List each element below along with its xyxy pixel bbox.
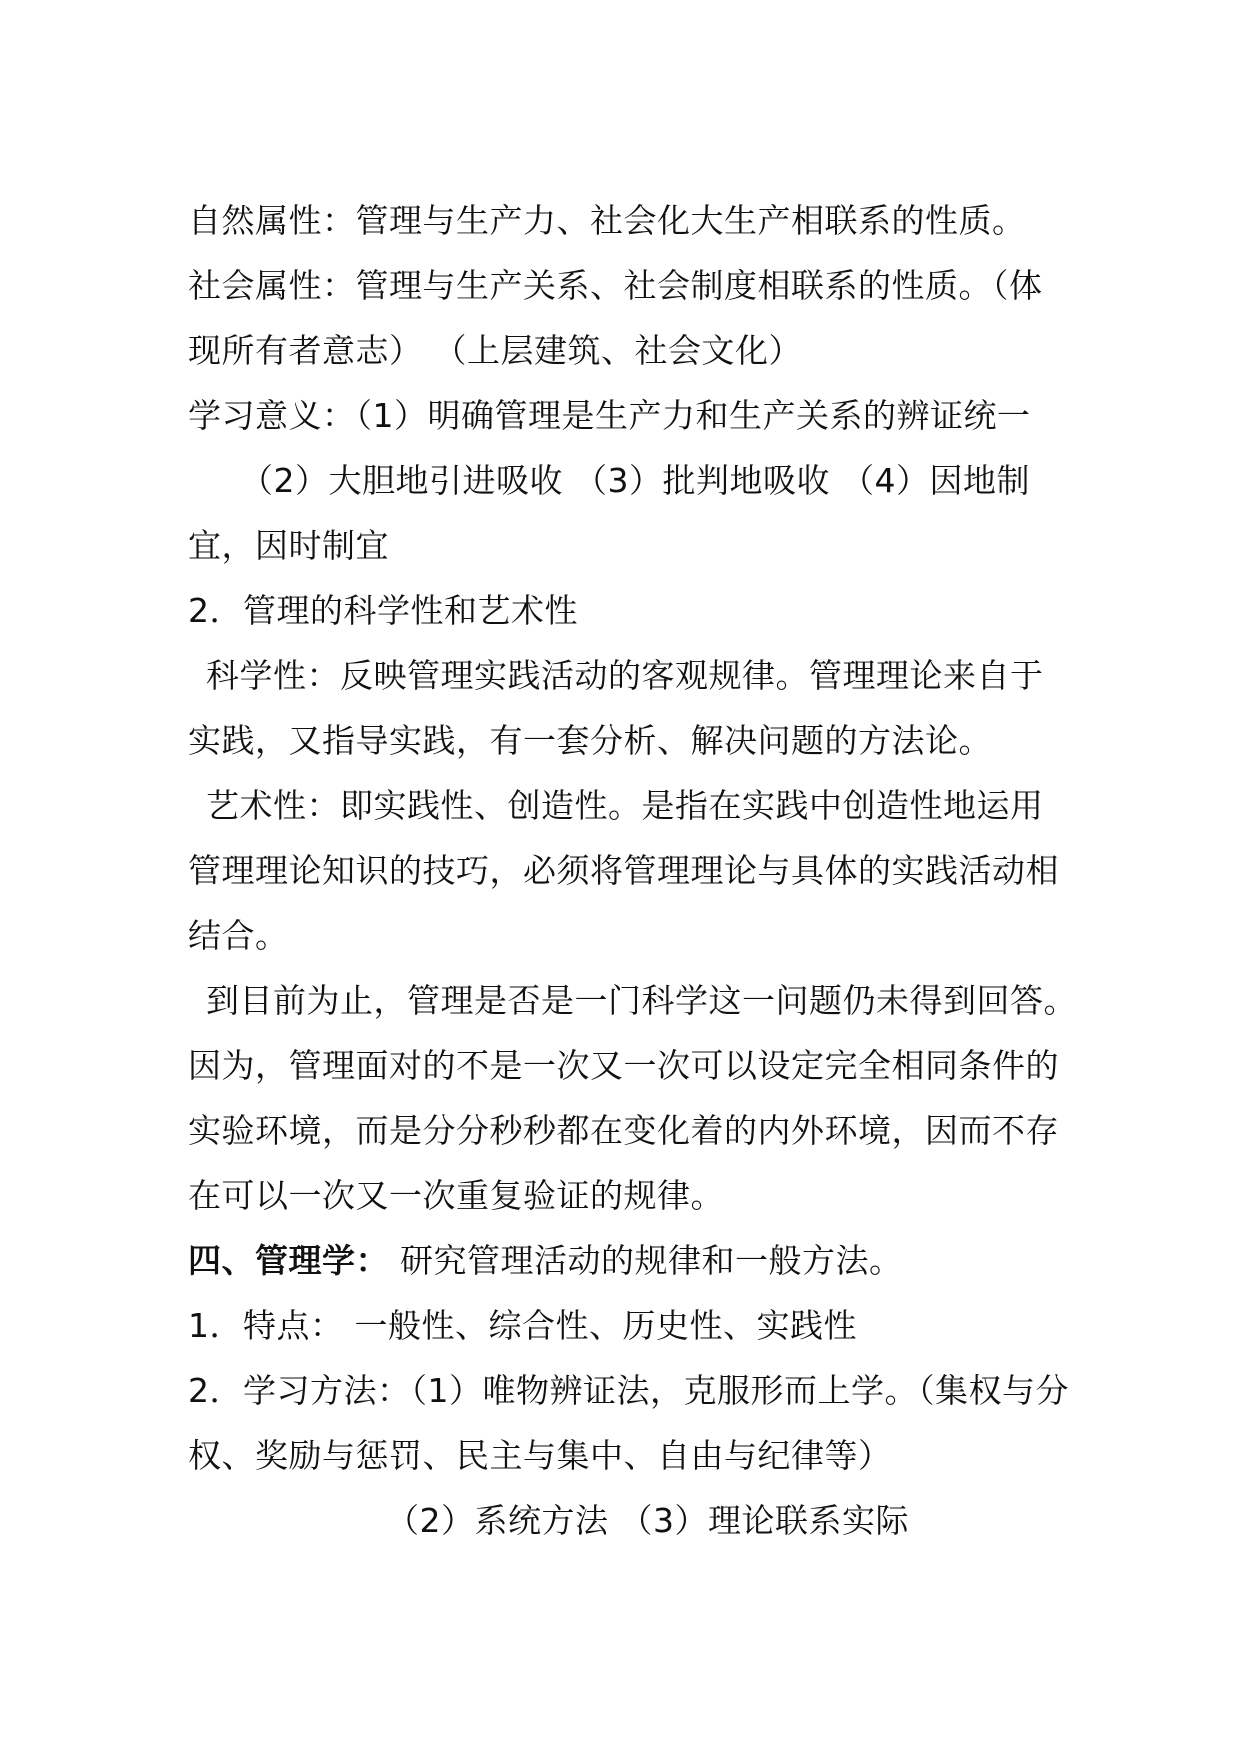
line-features: 1．特点： 一般性、综合性、历史性、实践性 [188,1306,857,1345]
line-learning-significance: 学习意义：（1）明确管理是生产力和生产关系的辨证统一 [188,396,1031,435]
line-study-methods-more: （2）系统方法 （3）理论联系实际 [386,1501,909,1540]
line-science-question-cont-1: 因为，管理面对的不是一次又一次可以设定完全相同条件的 [188,1046,1059,1085]
line-study-methods-cont: 权、奖励与惩罚、民主与集中、自由与纪律等） [188,1436,892,1475]
line-social-attribute-cont: 现所有者意志） （上层建筑、社会文化） [188,331,802,370]
line-science-question: 到目前为止，管理是否是一门科学这一问题仍未得到回答。 [206,981,1077,1020]
line-section-4 [188,1228,1068,1293]
line-artistic: 艺术性：即实践性、创造性。是指在实践中创造性地运用 [206,786,1044,825]
line-study-methods: 2．学习方法：（1）唯物辨证法，克服形而上学。（集权与分 [188,1371,1069,1410]
line-learning-points: （2）大胆地引进吸收 （3）批判地吸收 （4）因地制 [240,461,1030,500]
line-science-art-heading: 2．管理的科学性和艺术性 [188,591,578,630]
line-natural-attribute: 自然属性：管理与生产力、社会化大生产相联系的性质。 [188,201,1026,240]
section-4-heading: 四、管理学： [188,1241,389,1280]
section-4-text: 研究管理活动的规律和一般方法。 [389,1241,903,1280]
line-artistic-cont: 管理理论知识的技巧，必须将管理理论与具体的实践活动相 [188,851,1059,890]
line-scientific: 科学性：反映管理实践活动的客观规律。管理理论来自于 [206,656,1044,695]
document-body [188,188,1077,1553]
line-learning-points-cont: 宜，因时制宜 [188,526,389,565]
line-science-question-cont-2: 实验环境，而是分分秒秒都在变化着的内外环境，因而不存 [188,1111,1059,1150]
line-artistic-end: 结合。 [188,916,289,955]
line-scientific-cont: 实践，又指导实践，有一套分析、解决问题的方法论。 [188,721,992,760]
line-social-attribute: 社会属性：管理与生产关系、社会制度相联系的性质。（体 [188,266,1043,305]
line-science-question-cont-3: 在可以一次又一次重复验证的规律。 [188,1176,724,1215]
